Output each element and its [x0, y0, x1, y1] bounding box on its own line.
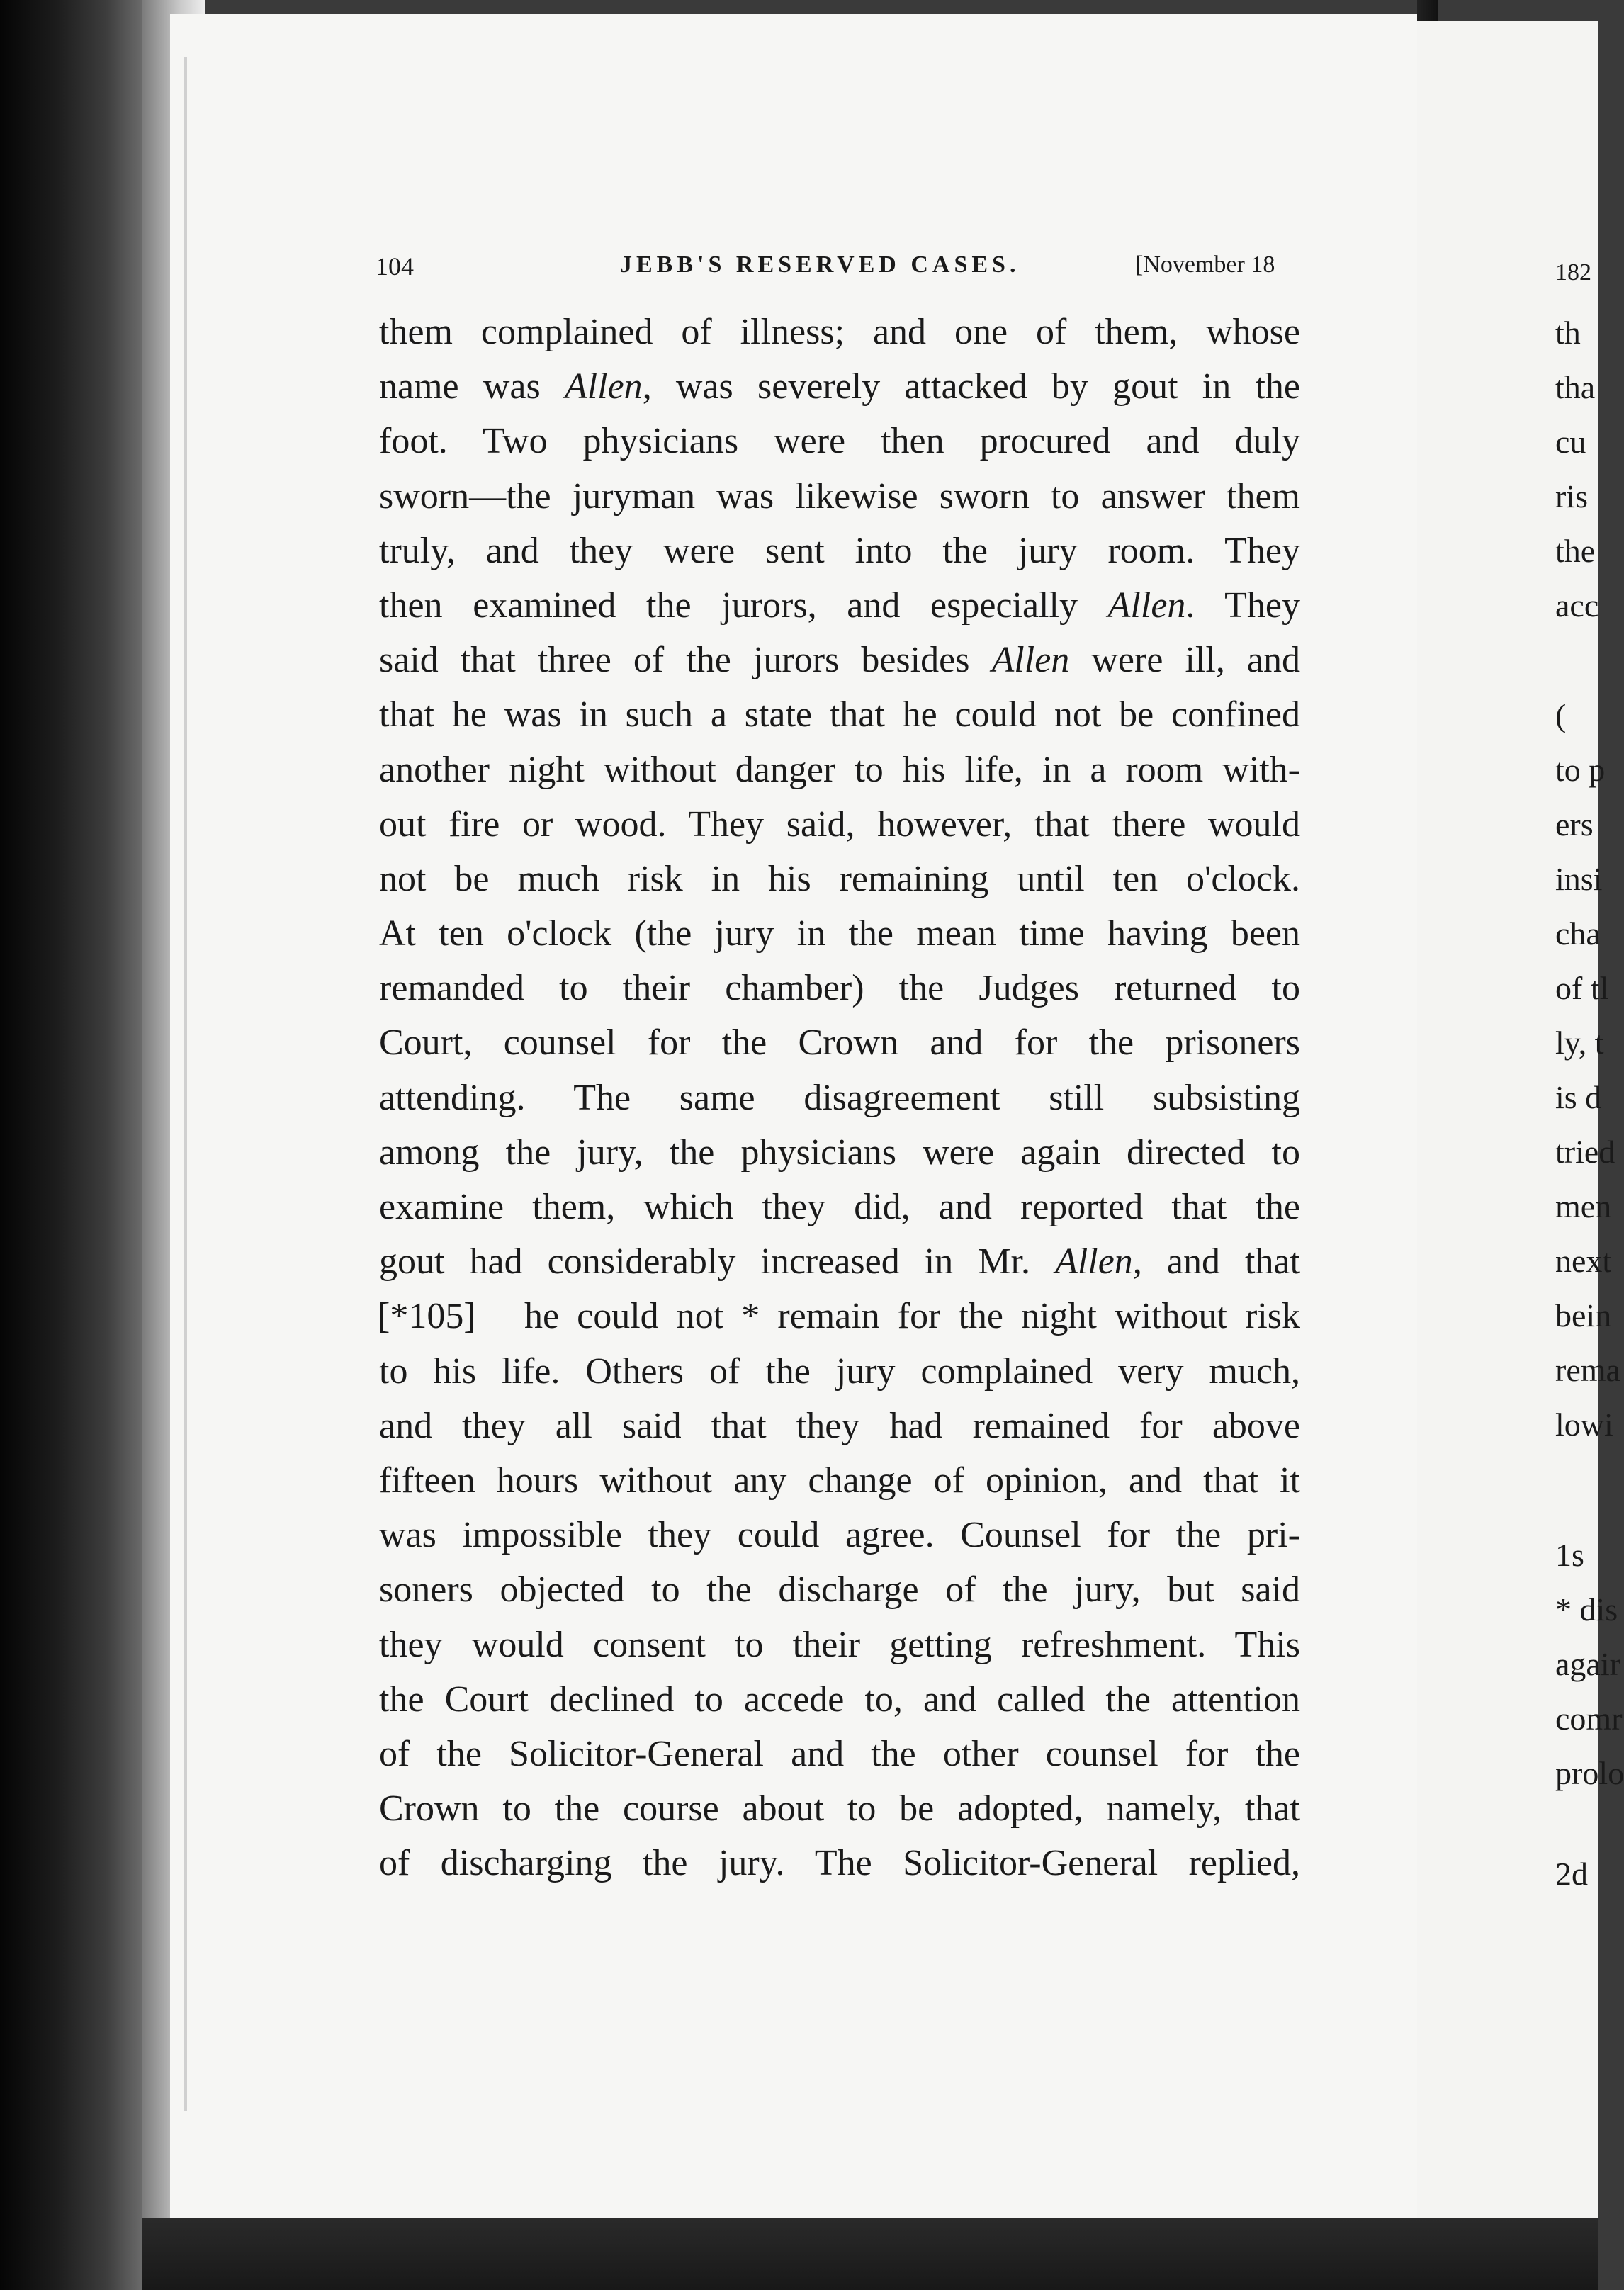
facing-page-header: 182: [1555, 259, 1591, 286]
facing-line: men: [1555, 1188, 1612, 1224]
text-line: said that three of the jurors besides Allen were ill, and: [379, 640, 1300, 681]
facing-line: to p: [1555, 752, 1606, 788]
facing-line: (: [1555, 697, 1567, 733]
facing-line: ers: [1555, 806, 1594, 842]
text-line: another night without danger to his life, in a room with-: [379, 749, 1300, 790]
text-line: among the jury, the physicians were again directed to: [379, 1132, 1300, 1173]
facing-line: acc: [1555, 587, 1599, 624]
text-line: sworn—the juryman was likewise sworn to answer them: [379, 475, 1300, 517]
text-line: of discharging the jury. The Solicitor-General replied,: [379, 1843, 1300, 1884]
text-line: truly, and they were sent into the jury room. They: [379, 530, 1300, 571]
text-line: out fire or wood. They said, however, that there would: [379, 803, 1300, 845]
facing-line: of tl: [1555, 970, 1609, 1006]
text-line: foot. Two physicians were then procured and duly: [379, 421, 1300, 462]
book-binding: [0, 0, 142, 2290]
bottom-shadow: [142, 2218, 1598, 2290]
text-line: of the Solicitor-General and the other counsel for the: [379, 1733, 1300, 1774]
facing-line: 2d: [1555, 1856, 1588, 1892]
facing-line: ris: [1555, 478, 1588, 514]
running-head: [376, 252, 1297, 283]
facing-line: agair: [1555, 1646, 1620, 1682]
text-line: and they all said that they had remained for above: [379, 1405, 1300, 1446]
text-line: At ten o'clock (the jury in the mean time having been: [379, 913, 1300, 954]
date-reference: [November 18: [1135, 252, 1275, 278]
text-line-with-margin-note: [379, 1289, 1300, 1343]
facing-line: insi: [1555, 861, 1603, 897]
facing-line: tried: [1555, 1134, 1615, 1170]
text-line: not be much risk in his remaining until ten o'clock.: [379, 858, 1300, 899]
facing-line: 1s: [1555, 1537, 1584, 1573]
text-line: Court, counsel for the Crown and for the prisoners: [379, 1022, 1300, 1064]
text-line: them complained of illness; and one of them, whose: [379, 312, 1300, 352]
text-line: that he was in such a state that he could not be confined: [379, 694, 1300, 735]
facing-line: the: [1555, 533, 1596, 569]
text-line: fifteen hours without any change of opinion, and that it: [379, 1460, 1300, 1501]
text-line: attending. The same disagreement still subsisting: [379, 1077, 1300, 1118]
facing-line: cu: [1555, 424, 1586, 460]
facing-line: next: [1555, 1243, 1612, 1279]
italic-name: Allen: [1107, 585, 1186, 626]
text-line: examine them, which they did, and reported that the: [379, 1187, 1300, 1227]
facing-line: bein: [1555, 1297, 1612, 1333]
page-number: 104: [376, 252, 414, 281]
italic-name: Allen: [564, 366, 643, 407]
text-line: gout had considerably increased in Mr. Allen, and that: [379, 1241, 1300, 1282]
margin-note: [*105]: [378, 1296, 476, 1337]
text-line: then examined the jurors, and especially Allen. They: [379, 585, 1301, 626]
facing-line: * dis: [1555, 1591, 1618, 1628]
facing-line: lowi: [1555, 1406, 1613, 1443]
facing-line: is d: [1555, 1079, 1602, 1115]
facing-line: prolo: [1555, 1755, 1624, 1791]
text-line: they would consent to their getting refreshment. This: [379, 1624, 1300, 1665]
facing-line: comr: [1555, 1700, 1623, 1737]
facing-line: ly, t: [1555, 1025, 1604, 1061]
facing-line: rema: [1555, 1352, 1620, 1388]
text-line: Crown to the course about to be adopted, namely, that: [379, 1788, 1300, 1829]
italic-name: Allen: [991, 640, 1070, 681]
text-line: to his life. Others of the jury complained very much,: [379, 1350, 1300, 1392]
text-line: soners objected to the discharge of the jury, but said: [379, 1569, 1300, 1611]
facing-line: cha: [1555, 915, 1601, 952]
text-line: the Court declined to accede to, and called the attention: [379, 1679, 1300, 1720]
text-line: he could not * remain for the night without risk: [524, 1296, 1300, 1337]
facing-line: tha: [1555, 369, 1596, 405]
text-line: was impossible they could agree. Counsel for the pri-: [379, 1515, 1300, 1556]
italic-name: Allen: [1055, 1241, 1133, 1282]
book-title: JEBB'S RESERVED CASES.: [620, 252, 1020, 278]
body-text: [379, 305, 1300, 1890]
text-line: name was Allen, was severely attacked by gout in the: [379, 366, 1301, 407]
page-edge-line: [184, 57, 187, 2111]
text-line: remanded to their chamber) the Judges returned to: [379, 968, 1300, 1009]
facing-line: th: [1555, 315, 1581, 351]
